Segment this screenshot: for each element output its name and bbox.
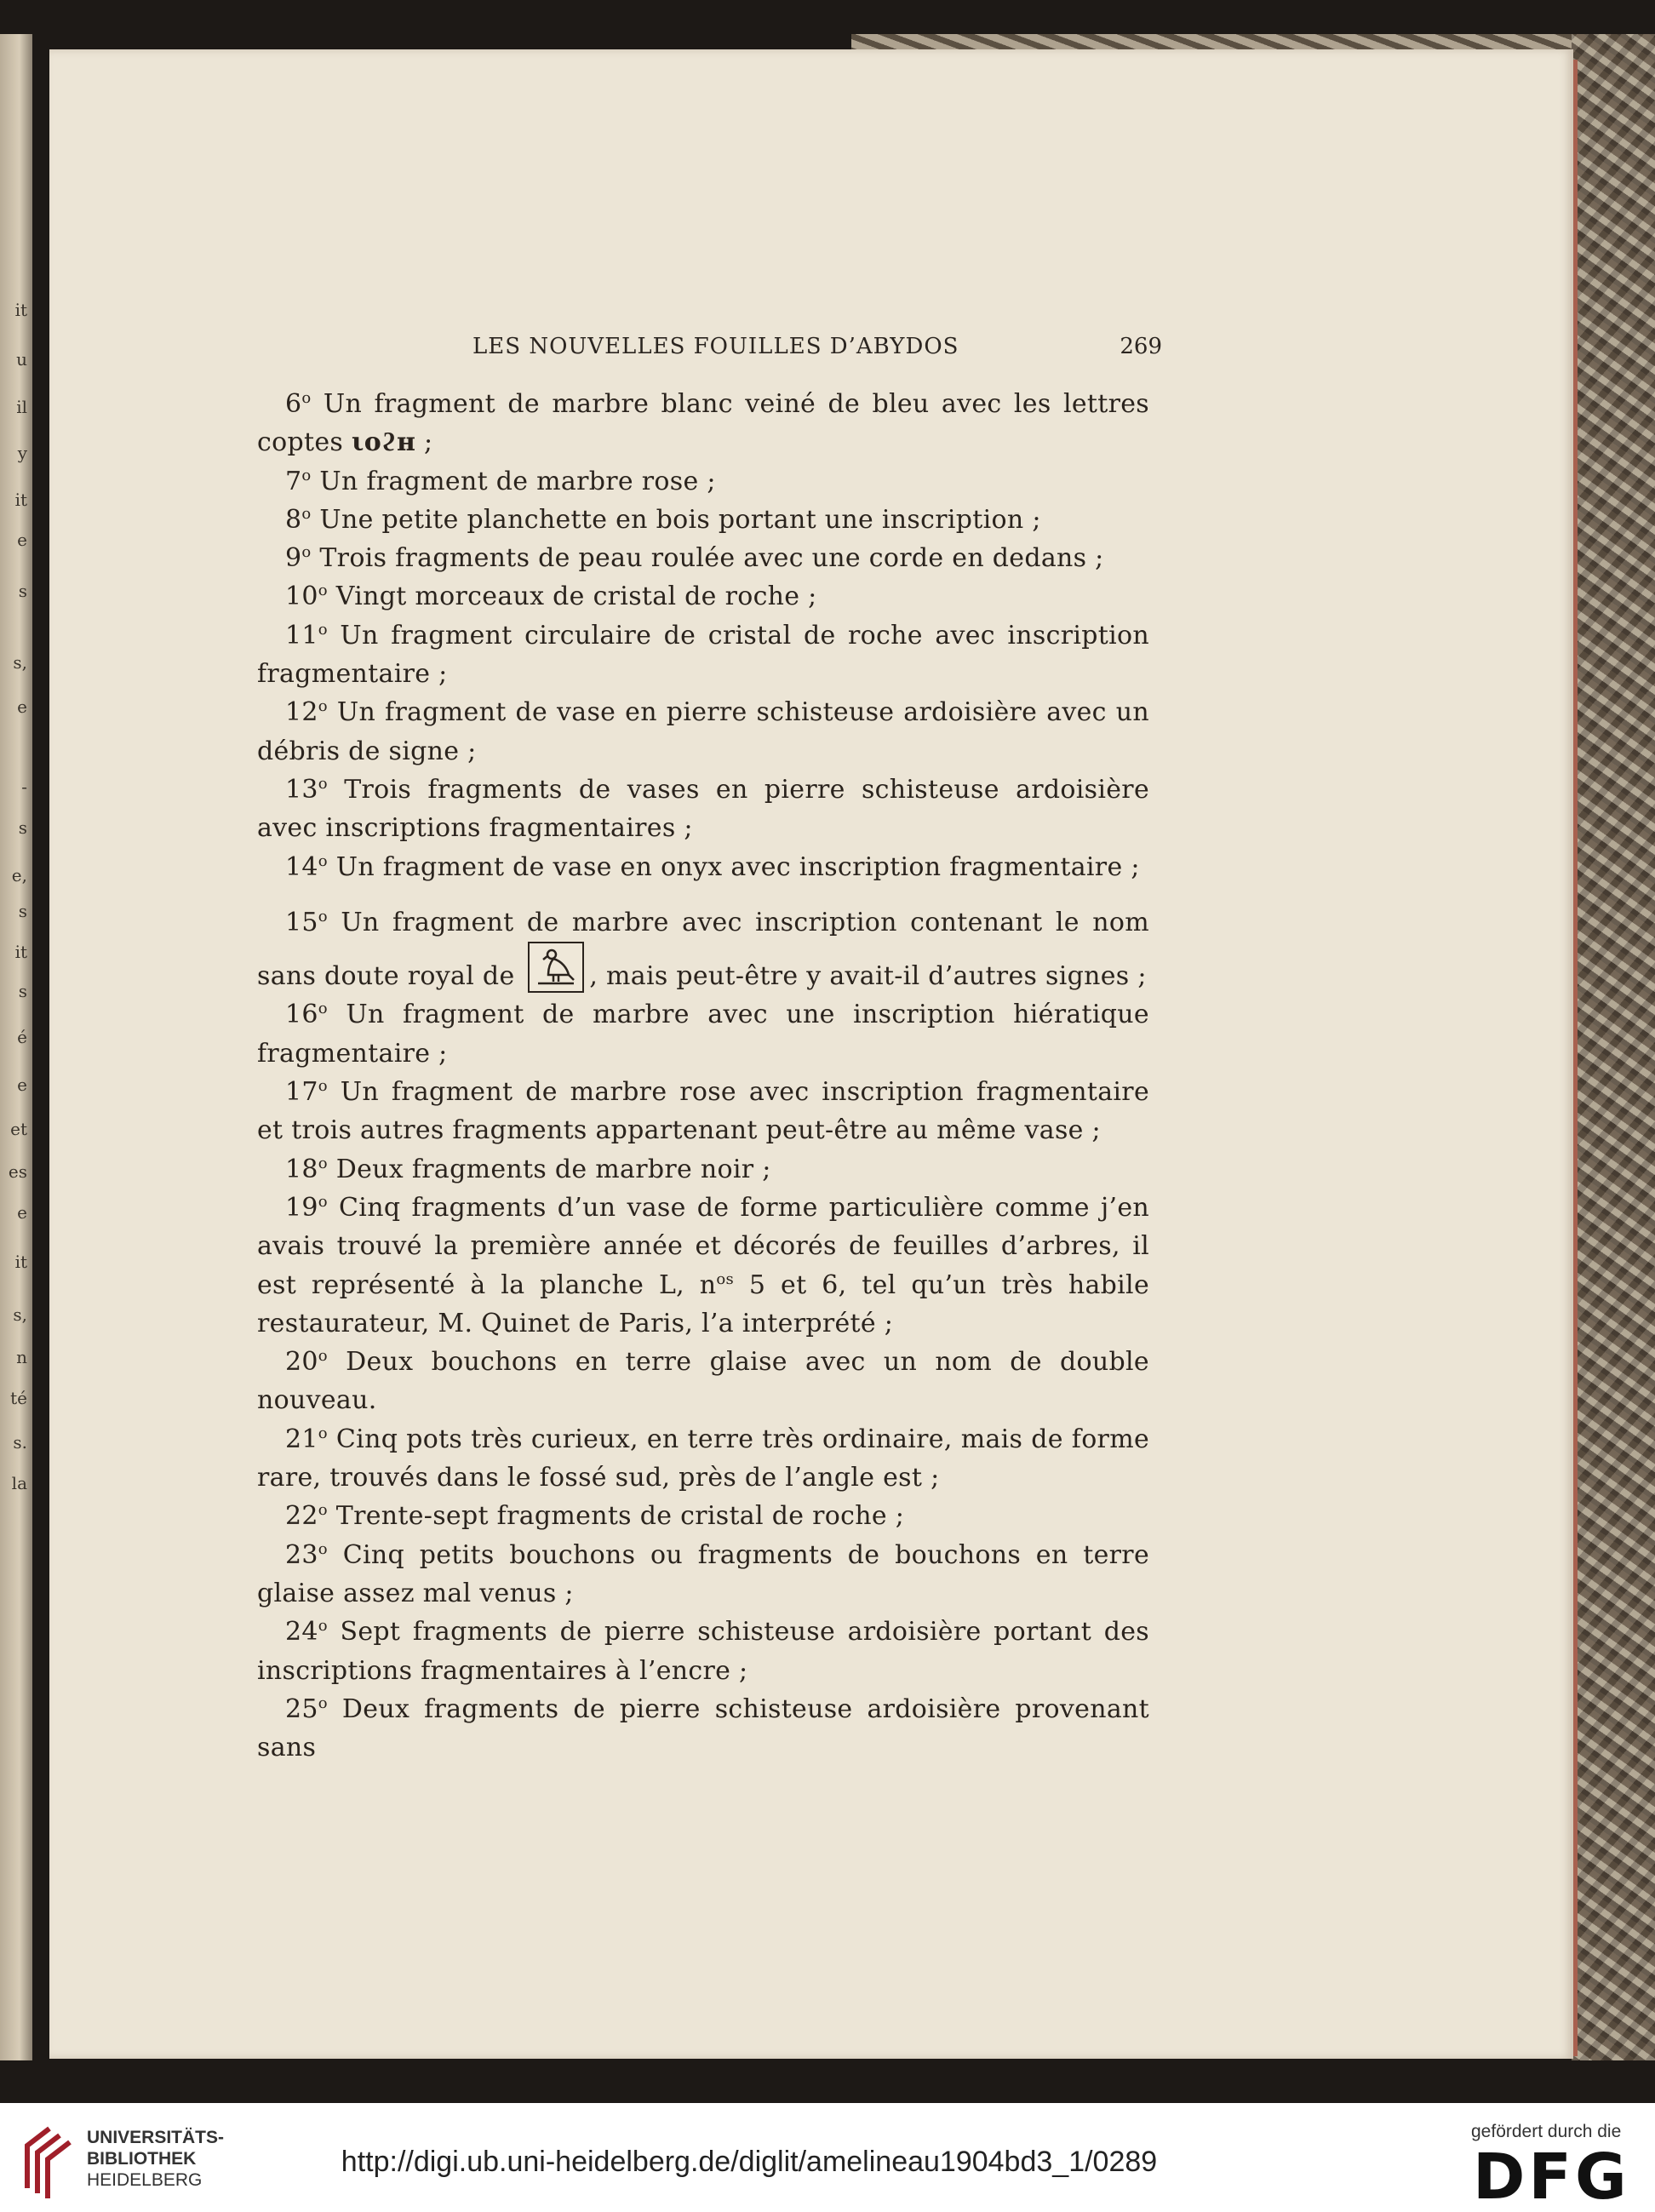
item-text: Un fragment de vase en onyx avec inscription fragmentaire ;	[327, 851, 1140, 882]
item-number: 8	[285, 504, 302, 535]
plural-mark: os	[716, 1269, 735, 1288]
facing-page-fragment: it	[14, 1252, 27, 1272]
facing-page-fragment: e	[17, 530, 27, 550]
list-item	[257, 1189, 1149, 1343]
item-number: 17	[285, 1077, 318, 1108]
permalink-url[interactable]: http://digi.ub.uni-heidelberg.de/diglit/amelineau1904bd3_1/0289	[341, 2146, 1158, 2178]
item-text: Un fragment de marbre blanc veiné de bleu avec les lettres coptes	[257, 389, 1149, 458]
item-number: 15	[285, 907, 318, 937]
item-text: Un fragment de marbre rose avec inscription fragmentaire et trois autres fragments appartenant peut-être au même vase ;	[257, 1077, 1149, 1146]
page-number: 269	[1120, 334, 1162, 359]
ordinal-mark: o	[318, 851, 328, 870]
dfg-logo-icon[interactable]	[1473, 2144, 1640, 2203]
item-number: 21	[285, 1424, 318, 1454]
facing-page-fragment: e,	[11, 865, 27, 885]
facing-page-fragment: n	[16, 1347, 27, 1367]
coptic-letters: ιοϩн	[351, 427, 416, 458]
item-text: Un fragment de marbre avec une inscription hiératique fragmentaire ;	[257, 1000, 1149, 1069]
facing-page-fragment: s	[18, 981, 27, 1001]
running-header	[0, 334, 1655, 368]
item-text-end: , mais peut-être y avait-il d’autres signes ;	[589, 961, 1147, 992]
ordinal-mark: o	[318, 774, 328, 793]
item-text: Un fragment de marbre avec inscription contenant le nom sans doute royal de	[257, 907, 1149, 992]
facing-page-fragment: té	[10, 1388, 27, 1408]
item-text: Cinq pots très curieux, en terre très ordinaire, mais de forme rare, trouvés dans le fossé sud, près de l’angle est ;	[257, 1424, 1149, 1493]
item-text: Un fragment de marbre rose ;	[311, 466, 716, 496]
facing-page-fragment: it	[14, 300, 27, 320]
list-item	[257, 385, 1149, 462]
list-item	[257, 771, 1149, 848]
facing-page-fragment: u	[16, 349, 27, 370]
facing-page-fragment: e	[17, 1074, 27, 1095]
ordinal-mark: o	[301, 466, 312, 484]
item-number: 16	[285, 1000, 318, 1030]
library-name-line3: HEIDELBERG	[87, 2170, 203, 2190]
ordinal-mark: o	[318, 1539, 328, 1558]
item-text-end: 5 et 6, tel qu’un très habile restaurateur, M. Quinet de Paris, l’a interprété ;	[257, 1269, 1149, 1338]
ordinal-mark: o	[318, 1347, 328, 1366]
list-item	[257, 903, 1149, 996]
ordinal-mark: o	[318, 582, 328, 600]
facing-page-fragment: il	[16, 397, 27, 417]
facing-page-fragment: é	[17, 1027, 27, 1047]
ordinal-mark: o	[301, 543, 312, 562]
facing-page-fragment: la	[11, 1473, 27, 1493]
item-text: Trois fragments de vases en pierre schisteuse ardoisière avec inscriptions fragmentaires ;	[257, 774, 1149, 844]
ordinal-mark: o	[318, 1192, 328, 1211]
item-text: Un fragment de vase en pierre schisteuse ardoisière avec un débris de signe ;	[257, 697, 1149, 766]
ordinal-mark: o	[301, 389, 312, 407]
item-text: Vingt morceaux de cristal de roche ;	[327, 582, 817, 612]
item-number: 22	[285, 1501, 318, 1532]
facing-page-fragment: s	[18, 581, 27, 601]
library-name-line1: UNIVERSITÄTS-	[87, 2128, 225, 2147]
facing-page-fragment: -	[21, 776, 27, 797]
item-text: Cinq fragments d’un vase de forme particulière comme j’en avais trouvé la première année et décorés de feuilles d’arbres, il est représenté à la planche L, n	[257, 1192, 1149, 1300]
item-number: 12	[285, 697, 318, 728]
item-text: Une petite planchette en bois portant une inscription ;	[311, 504, 1041, 535]
list-item	[257, 1690, 1149, 1768]
ordinal-mark: o	[301, 504, 312, 523]
funding-caption: gefördert durch die	[1471, 2122, 1622, 2141]
ordinal-mark: o	[318, 1077, 328, 1096]
item-text: Trois fragments de peau roulée avec une corde en dedans ;	[311, 543, 1104, 574]
item-number: 19	[285, 1192, 318, 1223]
ordinal-mark: o	[318, 1424, 328, 1442]
ordinal-mark: o	[318, 1000, 328, 1018]
item-number: 11	[285, 620, 318, 650]
list-item	[257, 501, 1149, 539]
facing-page-fragment: es	[8, 1161, 27, 1182]
list-item	[257, 539, 1149, 577]
item-text: Un fragment circulaire de cristal de roche avec inscription fragmentaire ;	[257, 620, 1149, 690]
item-number: 23	[285, 1539, 318, 1570]
item-text: Cinq petits bouchons ou fragments de bouchons en terre glaise assez mal venus ;	[257, 1539, 1149, 1608]
facing-page-fragment: e	[17, 696, 27, 717]
list-item	[257, 1536, 1149, 1613]
dfg-logo-text: DFG	[1473, 2144, 1630, 2203]
item-number: 20	[285, 1347, 318, 1378]
facing-page-fragment: s,	[13, 1304, 27, 1325]
list-item	[257, 462, 1149, 501]
list-item	[257, 1613, 1149, 1690]
ordinal-mark: o	[318, 620, 328, 639]
facing-page-fragment: et	[10, 1119, 27, 1139]
item-text: Trente-sept fragments de cristal de roche ;	[327, 1501, 905, 1532]
list-item	[257, 693, 1149, 771]
ordinal-mark: o	[318, 1154, 328, 1172]
item-text: Deux fragments de marbre noir ;	[327, 1154, 771, 1184]
university-library-name[interactable]	[87, 2127, 257, 2191]
facing-page-fragment: y	[17, 443, 27, 463]
list-item	[257, 1343, 1149, 1420]
library-name-line2: BIBLIOTHEK	[87, 2149, 197, 2169]
facing-page-fragment: s	[18, 901, 27, 921]
falcon-hieroglyph-icon	[528, 942, 584, 993]
item-number: 13	[285, 774, 318, 805]
facing-page-fragment: it	[14, 942, 27, 962]
item-number: 10	[285, 582, 318, 612]
list-item	[257, 1497, 1149, 1535]
item-number: 6	[285, 389, 302, 419]
item-text: Deux fragments de pierre schisteuse ardoisière provenant sans	[257, 1693, 1149, 1763]
list-item	[257, 995, 1149, 1073]
university-library-logo-icon[interactable]	[19, 2120, 80, 2198]
ordinal-mark: o	[318, 1617, 328, 1636]
list-item	[257, 577, 1149, 616]
facing-page-fragment: e	[17, 1202, 27, 1223]
facing-page-fragment: it	[14, 490, 27, 510]
item-number: 24	[285, 1617, 318, 1648]
facing-page-fragment: s.	[13, 1432, 27, 1453]
list-item	[257, 1420, 1149, 1498]
facing-page-fragment: s,	[13, 652, 27, 673]
list-item	[257, 848, 1149, 886]
item-number: 14	[285, 851, 318, 882]
list-item	[257, 1150, 1149, 1189]
item-text: Deux bouchons en terre glaise avec un nom de double nouveau.	[257, 1347, 1149, 1416]
running-head-title: LES NOUVELLES FOUILLES D’ABYDOS	[472, 334, 959, 359]
ordinal-mark: o	[318, 907, 328, 925]
facing-page-fragment: s	[18, 817, 27, 838]
item-number: 18	[285, 1154, 318, 1184]
ordinal-mark: o	[318, 697, 328, 716]
item-number: 25	[285, 1693, 318, 1724]
viewer-footer	[0, 2103, 1655, 2212]
item-number: 7	[285, 466, 302, 496]
item-list	[257, 385, 1149, 1767]
list-item	[257, 616, 1149, 694]
ordinal-mark: o	[318, 1501, 328, 1520]
item-number: 9	[285, 543, 302, 574]
list-item	[257, 1073, 1149, 1150]
ordinal-mark: o	[318, 1693, 328, 1712]
item-text: Sept fragments de pierre schisteuse ardoisière portant des inscriptions fragmentaires à l’encre ;	[257, 1617, 1149, 1686]
item-text-end: ;	[415, 427, 433, 458]
